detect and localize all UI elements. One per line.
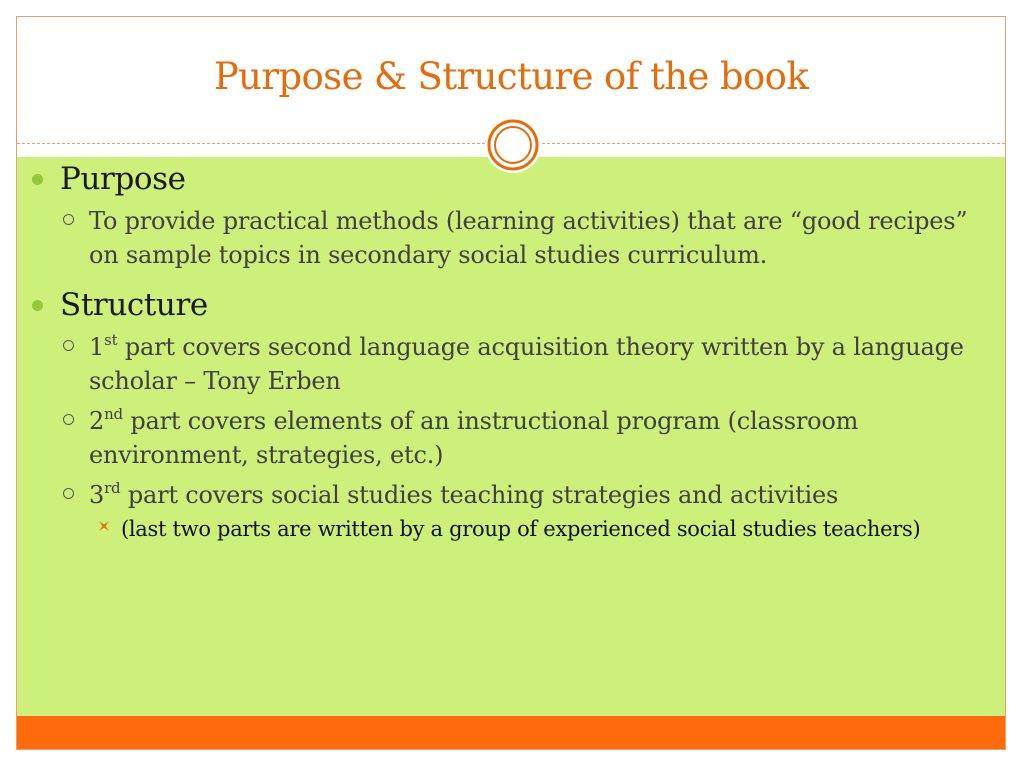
structure-note-text: (last two parts are written by a group of experienced social studies teachers) (121, 517, 921, 541)
x-mark-bullet-icon (98, 520, 110, 532)
structure-item-sup: rd (104, 479, 121, 497)
hollow-circle-bullet-icon (63, 414, 74, 425)
hollow-circle-bullet-icon (63, 488, 74, 499)
structure-item-sup: nd (104, 405, 123, 423)
structure-item-sup: st (104, 331, 118, 349)
purpose-item (32, 204, 972, 272)
bullet-structure (32, 286, 972, 324)
structure-note (32, 514, 972, 544)
filled-circle-bullet-icon (32, 300, 43, 311)
structure-item-num: 3 (89, 481, 105, 509)
structure-item-3 (32, 478, 972, 512)
structure-item-num: 2 (89, 407, 105, 435)
structure-item-1 (32, 330, 972, 398)
filled-circle-bullet-icon (32, 174, 43, 185)
structure-item-text: part covers social studies teaching strategies and activities (120, 481, 839, 509)
hollow-circle-bullet-icon (63, 214, 74, 225)
structure-item-text: part covers second language acquisition theory written by a language scholar – Tony Erben (89, 333, 964, 395)
structure-item-num: 1 (89, 333, 105, 361)
bullet-purpose (32, 160, 972, 198)
purpose-item-text: To provide practical methods (learning activities) that are “good recipes” on sample topics in secondary social studies curriculum. (89, 207, 968, 269)
structure-item-2 (32, 404, 972, 472)
slide-title: Purpose & Structure of the book (213, 55, 809, 98)
footer-bar (17, 716, 1005, 750)
hollow-circle-bullet-icon (63, 340, 74, 351)
structure-heading: Structure (60, 287, 208, 323)
purpose-heading: Purpose (60, 161, 186, 197)
slide-content (32, 160, 972, 544)
structure-item-text: part covers elements of an instructional program (classroom environment, strategies, etc.) (89, 407, 859, 469)
